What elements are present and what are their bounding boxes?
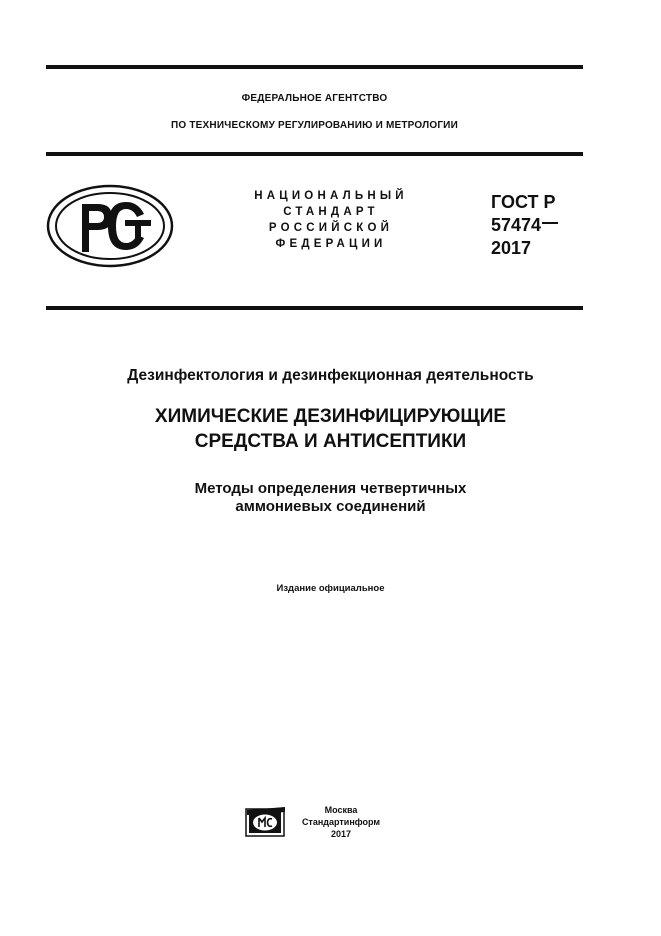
standard-type: [236, 188, 426, 252]
publisher-year: 2017: [330, 829, 352, 839]
title-line-1: ХИМИЧЕСКИЕ ДЕЗИНФИЦИРУЮЩИЕ: [154, 406, 507, 427]
top-rule: [46, 65, 583, 69]
standard-type-line: РОССИЙСКОЙ: [268, 222, 394, 234]
document-subtitle: [20, 480, 641, 516]
designation-prefix: ГОСТ Р: [491, 192, 556, 212]
document-title: [20, 404, 641, 454]
rst-conformity-mark-icon: [46, 184, 174, 268]
standard-type-line: СТАНДАРТ: [283, 206, 379, 218]
designation-year: 2017: [491, 238, 532, 258]
designation-number-line: [491, 214, 591, 237]
standard-designation: [491, 191, 591, 260]
document-domain: Дезинфектология и дезинфекционная деятельность: [127, 367, 534, 384]
publisher-city: Москва: [324, 805, 358, 815]
subtitle-line-1: Методы определения четвертичных: [194, 480, 467, 497]
publisher-name: Стандартинформ: [301, 817, 381, 827]
agency-line-1: ФЕДЕРАЛЬНОЕ АГЕНТСТВО: [241, 93, 388, 104]
standartinform-logo-icon: [245, 806, 287, 838]
publisher-block: [296, 804, 386, 840]
standard-type-line: ФЕДЕРАЦИИ: [275, 238, 387, 250]
header-block-bottom-rule: [46, 306, 583, 310]
designation-dash: [542, 222, 558, 224]
subtitle-line-2: аммониевых соединений: [235, 498, 426, 515]
standard-type-line: НАЦИОНАЛЬНЫЙ: [254, 190, 408, 202]
header-bottom-rule: [46, 152, 583, 156]
agency-line-2: ПО ТЕХНИЧЕСКОМУ РЕГУЛИРОВАНИЮ И МЕТРОЛОГИИ: [171, 120, 458, 131]
designation-number: 57474: [491, 215, 542, 235]
title-line-2: СРЕДСТВА И АНТИСЕПТИКИ: [194, 431, 467, 452]
edition-note: Издание официальное: [276, 583, 385, 594]
